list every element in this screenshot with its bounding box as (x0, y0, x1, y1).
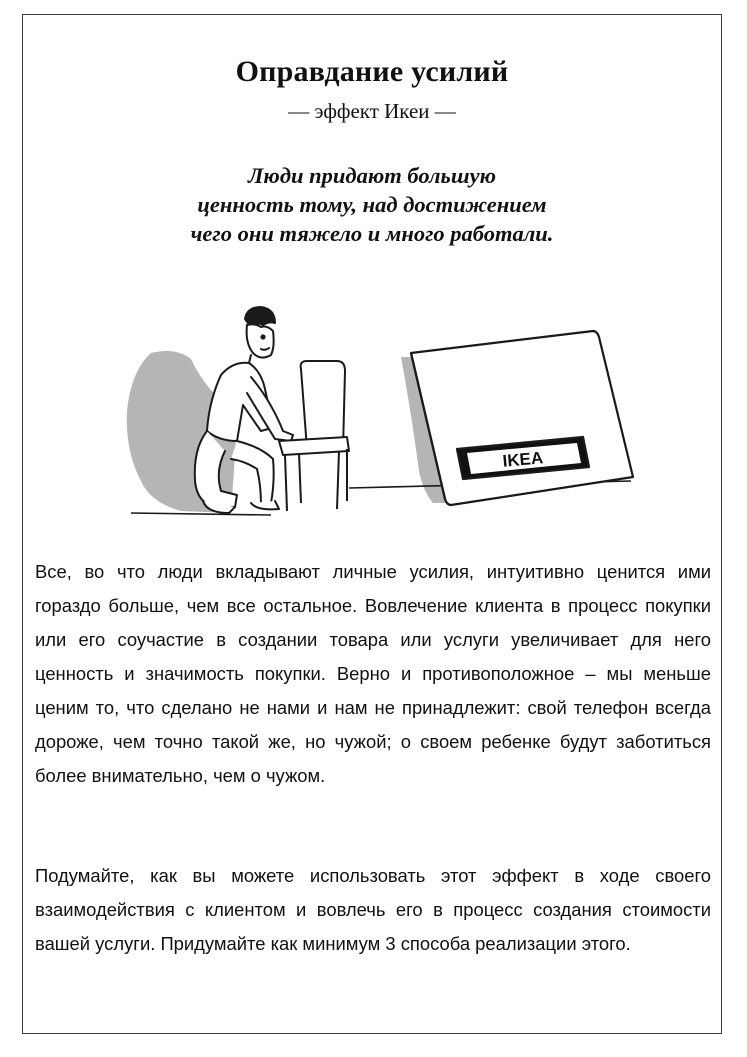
ikea-cartoon-illustration (111, 281, 641, 537)
body-paragraph: Все, во что люди вкладывают личные усилия, интуитивно ценится ими гораздо больше, чем все остальное. Вовлечение клиента в процесс покупки или его соучастие в создании товара или услуги увеличивает для него ценность и значимость покупки. Верно и противоположное – мы меньше ценим то, что сделано не нами и нам не принадлежит: свой телефон всегда дороже, чем точно такой же, но чужой; о своем ребенке будут заботиться более внимательно, чем о чужом. (35, 561, 711, 786)
document-card (22, 14, 722, 1034)
quote-line: чего они тяжело и много работали. (190, 221, 554, 246)
quote-block (23, 161, 721, 248)
man-figure (195, 307, 293, 513)
body-paragraph: Подумайте, как вы можете использовать этот эффект в ходе своего взаимодействия с клиентом и вовлечь его в процесс создания стоимости вашей услуги. Придумайте как минимум 3 способа реализации этого. (35, 865, 711, 954)
floor-line (131, 513, 271, 515)
quote-line: Люди придают большую (247, 163, 496, 188)
document-subtitle: — эффект Икеи — (288, 99, 456, 123)
ikea-box (411, 331, 633, 505)
ikea-logo-text: IKEA (501, 448, 544, 471)
document-title: Оправдание усилий (235, 55, 509, 88)
quote-line: ценность тому, над достижением (197, 192, 547, 217)
